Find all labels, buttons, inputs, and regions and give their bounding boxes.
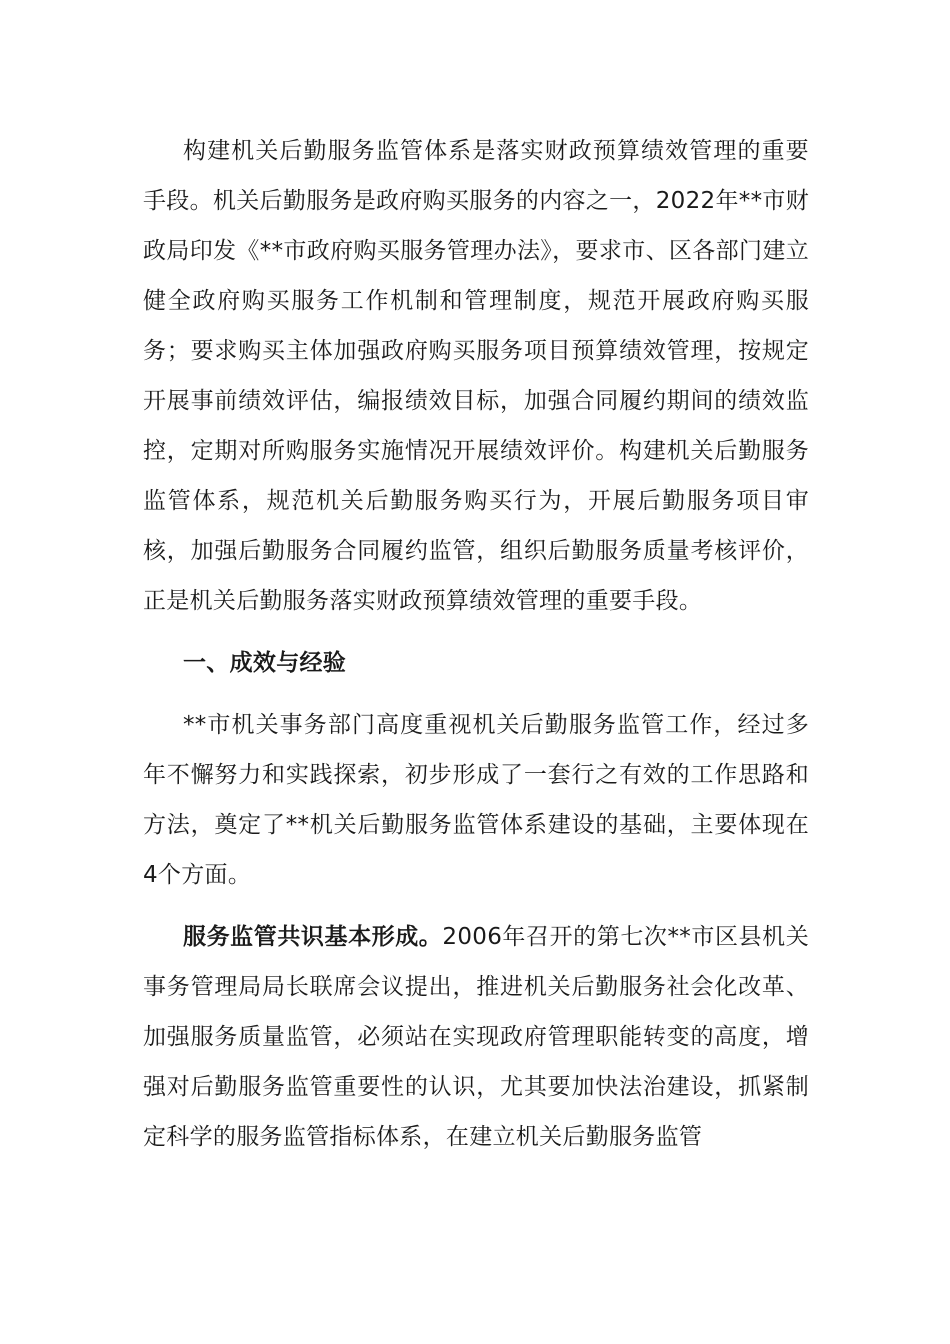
paragraph-consensus-lead: 服务监管共识基本形成。 bbox=[183, 924, 443, 950]
document-body bbox=[143, 126, 809, 1174]
paragraph-consensus bbox=[143, 912, 809, 1162]
section-heading-1: 一、成效与经验 bbox=[183, 650, 347, 676]
paragraph-achievements: **市机关事务部门高度重视机关后勤服务监管工作，经过多年不懈努力和实践探索，初步形成了一套行之有效的工作思路和方法，奠定了**机关后勤服务监管体系建设的基础，主要体现在4个方面。 bbox=[143, 712, 809, 888]
paragraph-consensus-body: 2006年召开的第七次**市区县机关事务管理局局长联席会议提出，推进机关后勤服务社会化改革、加强服务质量监管，必须站在实现政府管理职能转变的高度，增强对后勤服务监管重要性的认识，尤其要加快法治建设，抓紧制定科学的服务监管指标体系，在建立机关后勤服务监管 bbox=[143, 924, 809, 1150]
paragraph-intro: 构建机关后勤服务监管体系是落实财政预算绩效管理的重要手段。机关后勤服务是政府购买服务的内容之一，2022年**市财政局印发《**市政府购买服务管理办法》，要求市、区各部门建立健全政府购买服务工作机制和管理制度，规范开展政府购买服务；要求购买主体加强政府购买服务项目预算绩效管理，按规定开展事前绩效评估，编报绩效目标，加强合同履约期间的绩效监控，定期对所购服务实施情况开展绩效评价。构建机关后勤服务监管体系，规范机关后勤服务购买行为，开展后勤服务项目审核，加强后勤服务合同履约监管，组织后勤服务质量考核评价，正是机关后勤服务落实财政预算绩效管理的重要手段。 bbox=[143, 138, 809, 614]
